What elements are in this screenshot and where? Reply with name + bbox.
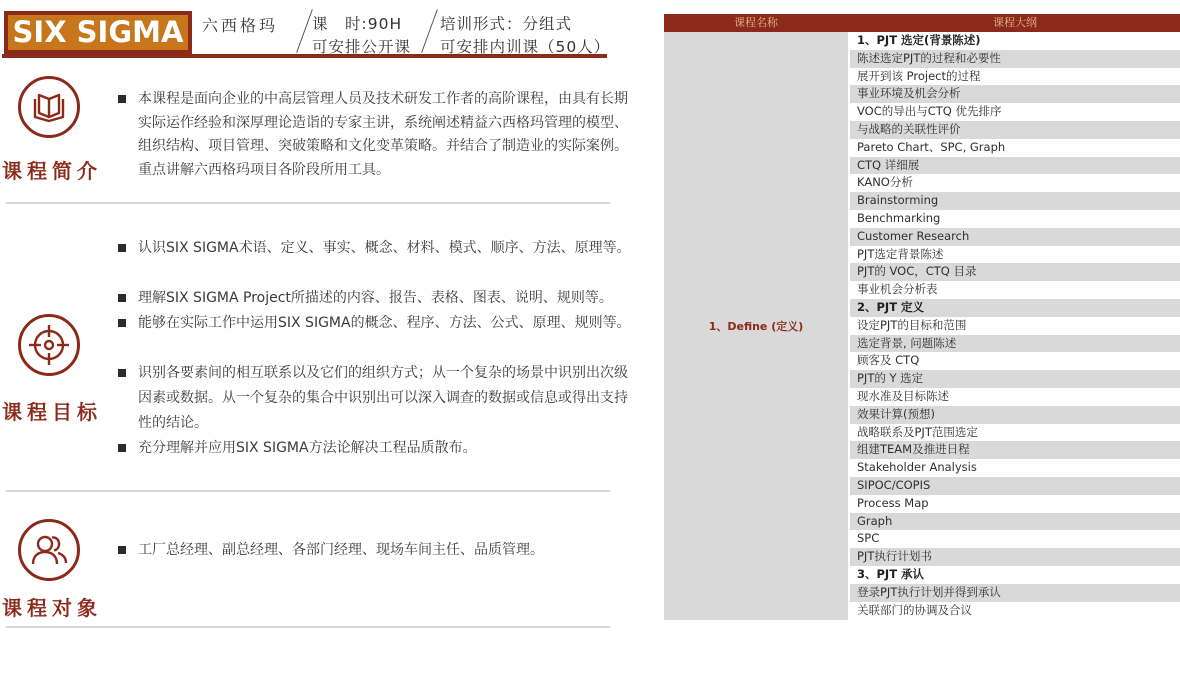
module-name: 1、Define (定义) — [708, 320, 804, 333]
section-divider — [6, 202, 610, 204]
bullet-marker — [118, 369, 126, 377]
table-row: VOC的导出与CTQ 优先排序 — [850, 103, 1180, 121]
table-row: Stakeholder Analysis — [850, 459, 1180, 477]
goal-text: 认识SIX SIGMA术语、定义、事实、概念、材料、模式、顺序、方法、原理等。 — [138, 240, 631, 256]
audience-title: 课程对象 — [2, 596, 102, 620]
table-row: SIPOC/COPIS — [850, 477, 1180, 495]
table-row: CTQ 详细展 — [850, 157, 1180, 175]
table-row: PJT的 Y 选定 — [850, 370, 1180, 388]
table-header-row — [664, 14, 1180, 32]
table-row: Benchmarking — [850, 210, 1180, 228]
goal-text: 充分理解并应用SIX SIGMA方法论解决工程品质散布。 — [138, 440, 477, 456]
goal-item — [118, 361, 638, 436]
section-divider — [6, 490, 610, 492]
table-row: 效果计算(预想) — [850, 406, 1180, 424]
public-course-label: 可安排公开课 — [312, 38, 412, 56]
inhouse-course-label: 可安排内训课（50人） — [440, 38, 611, 56]
outline-rows — [850, 32, 1180, 619]
table-row: PJT的 VOC，CTQ 目录 — [850, 263, 1180, 281]
bullet-marker — [118, 319, 126, 327]
bullet-marker — [118, 294, 126, 302]
outline-heading-row: 1、PJT 选定(背景陈述) — [850, 32, 1180, 50]
col-course-name-header: 课程名称 — [734, 16, 778, 29]
people-icon — [18, 519, 80, 581]
table-row: 陈述选定PJT的过程和必要性 — [850, 50, 1180, 68]
table-row: 与战略的关联性评价 — [850, 121, 1180, 139]
module-cell — [664, 32, 848, 620]
table-row: 选定背景, 问题陈述 — [850, 335, 1180, 353]
table-row: 事业机会分析表 — [850, 281, 1180, 299]
duration-label: 课 时:90H — [312, 15, 403, 33]
book-icon — [18, 76, 80, 138]
audience-paragraph — [118, 538, 618, 563]
table-row: 战略联系及PJT范围选定 — [850, 424, 1180, 442]
col-outline-header: 课程大纲 — [993, 16, 1037, 29]
goal-item — [118, 286, 648, 311]
intro-paragraph — [118, 88, 628, 182]
table-row: 展开到该 Project的过程 — [850, 68, 1180, 86]
table-row: 事业环境及机会分析 — [850, 85, 1180, 103]
goal-item — [118, 436, 638, 461]
outline-heading-row: 2、PJT 定义 — [850, 299, 1180, 317]
brand-logo — [4, 11, 192, 54]
intro-text: 本课程是面向企业的中高层管理人员及技术研发工作者的高阶课程，由具有长期实际运作经验和深厚理论造诣的专家主讲，系统阐述精益六西格玛管理的模型、组织结构、项目管理、突破策略和文化变革策略。并结合了制造业的实际案例。重点讲解六西格玛项目各阶段所用工具。 — [138, 91, 628, 178]
outline-heading-row: 3、PJT 承认 — [850, 566, 1180, 584]
audience-text: 工厂总经理、副总经理、各部门经理、现场车间主任、品质管理。 — [138, 542, 544, 558]
table-row: 现水准及目标陈述 — [850, 388, 1180, 406]
goal-item — [118, 311, 638, 336]
table-row: Pareto Chart、SPC, Graph — [850, 139, 1180, 157]
table-row: Graph — [850, 513, 1180, 531]
bullet-marker — [118, 444, 126, 452]
table-row: Brainstorming — [850, 192, 1180, 210]
brand-title: SIX SIGMA — [8, 15, 188, 50]
bullet-marker — [118, 95, 126, 103]
bullet-marker — [118, 546, 126, 554]
goal-item — [118, 236, 638, 261]
intro-title: 课程简介 — [2, 159, 102, 183]
goal-text: 能够在实际工作中运用SIX SIGMA的概念、程序、方法、公式、原理、规则等。 — [138, 315, 631, 331]
training-format-label: 培训形式：分组式 — [440, 15, 573, 33]
header-divider — [421, 9, 438, 53]
table-row: PJT执行计划书 — [850, 548, 1180, 566]
table-row: Process Map — [850, 495, 1180, 513]
goals-title: 课程目标 — [2, 400, 102, 424]
header-divider — [296, 9, 313, 53]
section-divider — [6, 626, 610, 628]
table-row: 登录PJT执行计划并得到承认 — [850, 584, 1180, 602]
bullet-marker — [118, 244, 126, 252]
goal-text: 理解SIX SIGMA Project所描述的内容、报告、表格、图表、说明、规则等。 — [138, 290, 613, 306]
table-row: SPC — [850, 530, 1180, 548]
table-row: 关联部门的协调及合议 — [850, 602, 1180, 620]
table-row: 设定PJT的目标和范围 — [850, 317, 1180, 335]
table-row: Customer Research — [850, 228, 1180, 246]
table-row: KANO分析 — [850, 174, 1180, 192]
course-name: 六西格玛 — [202, 16, 279, 35]
table-row: 顾客及 CTQ — [850, 352, 1180, 370]
table-row: PJT选定背景陈述 — [850, 246, 1180, 264]
target-icon — [18, 314, 80, 376]
goal-text: 识别各要素间的相互联系以及它们的组织方式；从一个复杂的场景中识别出次级因素或数据。从一个复杂的集合中识别出可以深入调查的数据或信息或得出支持性的结论。 — [138, 365, 628, 431]
table-row: 组建TEAM及推进日程 — [850, 441, 1180, 459]
